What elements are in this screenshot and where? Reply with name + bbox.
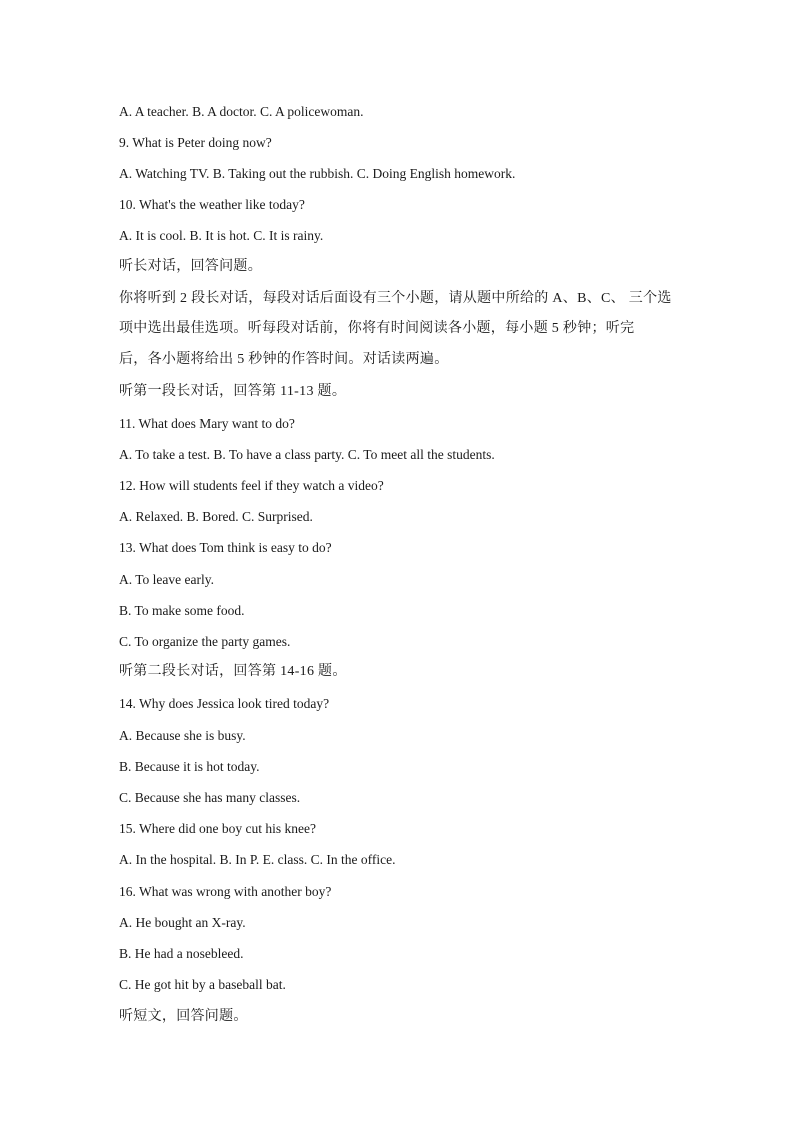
- q9-question: 9. What is Peter doing now?: [119, 135, 272, 150]
- q13-question: 13. What does Tom think is easy to do?: [119, 540, 332, 555]
- instructions-line-3: 后，各小题将给出 5 秒钟的作答时间。对话读两遍。: [119, 352, 449, 367]
- q9-options: A. Watching TV. B. Taking out the rubbish. C. Doing English homework.: [119, 166, 516, 181]
- dialogue-1-heading: 听第一段长对话，回答第 11-13 题。: [119, 384, 347, 399]
- section-heading-long-dialogue: 听长对话，回答问题。: [119, 259, 262, 274]
- q14-question: 14. Why does Jessica look tired today?: [119, 696, 330, 711]
- q13-option-c: C. To organize the party games.: [119, 634, 291, 649]
- q10-question: 10. What's the weather like today?: [119, 197, 305, 212]
- dialogue-2-heading: 听第二段长对话，回答第 14-16 题。: [119, 664, 347, 679]
- q8-options: A. A teacher. B. A doctor. C. A policewoman.: [119, 104, 364, 119]
- q14-option-a: A. Because she is busy.: [119, 728, 246, 743]
- instructions-line-2: 项中选出最佳选项。听每段对话前，你将有时间阅读各小题，每小题 5 秒钟；听完: [119, 321, 635, 336]
- q15-options: A. In the hospital. B. In P. E. class. C. In the office.: [119, 852, 396, 867]
- q13-option-a: A. To leave early.: [119, 572, 215, 587]
- q13-option-b: B. To make some food.: [119, 603, 245, 618]
- q15-question: 15. Where did one boy cut his knee?: [119, 821, 316, 836]
- section-heading-passage: 听短文，回答问题。: [119, 1009, 248, 1024]
- instructions-line-1: 你将听到 2 段长对话，每段对话后面设有三个小题，请从题中所给的 A、B、C、 三个选: [119, 291, 672, 306]
- q16-option-b: B. He had a nosebleed.: [119, 946, 244, 961]
- q12-question: 12. How will students feel if they watch a video?: [119, 478, 384, 493]
- q10-options: A. It is cool. B. It is hot. C. It is rainy.: [119, 228, 324, 243]
- q11-question: 11. What does Mary want to do?: [119, 416, 295, 431]
- q14-option-c: C. Because she has many classes.: [119, 790, 301, 805]
- q11-options: A. To take a test. B. To have a class party. C. To meet all the students.: [119, 447, 495, 462]
- q12-options: A. Relaxed. B. Bored. C. Surprised.: [119, 509, 313, 524]
- q16-option-c: C. He got hit by a baseball bat.: [119, 977, 286, 992]
- q16-option-a: A. He bought an X-ray.: [119, 915, 246, 930]
- q16-question: 16. What was wrong with another boy?: [119, 884, 332, 899]
- q14-option-b: B. Because it is hot today.: [119, 759, 260, 774]
